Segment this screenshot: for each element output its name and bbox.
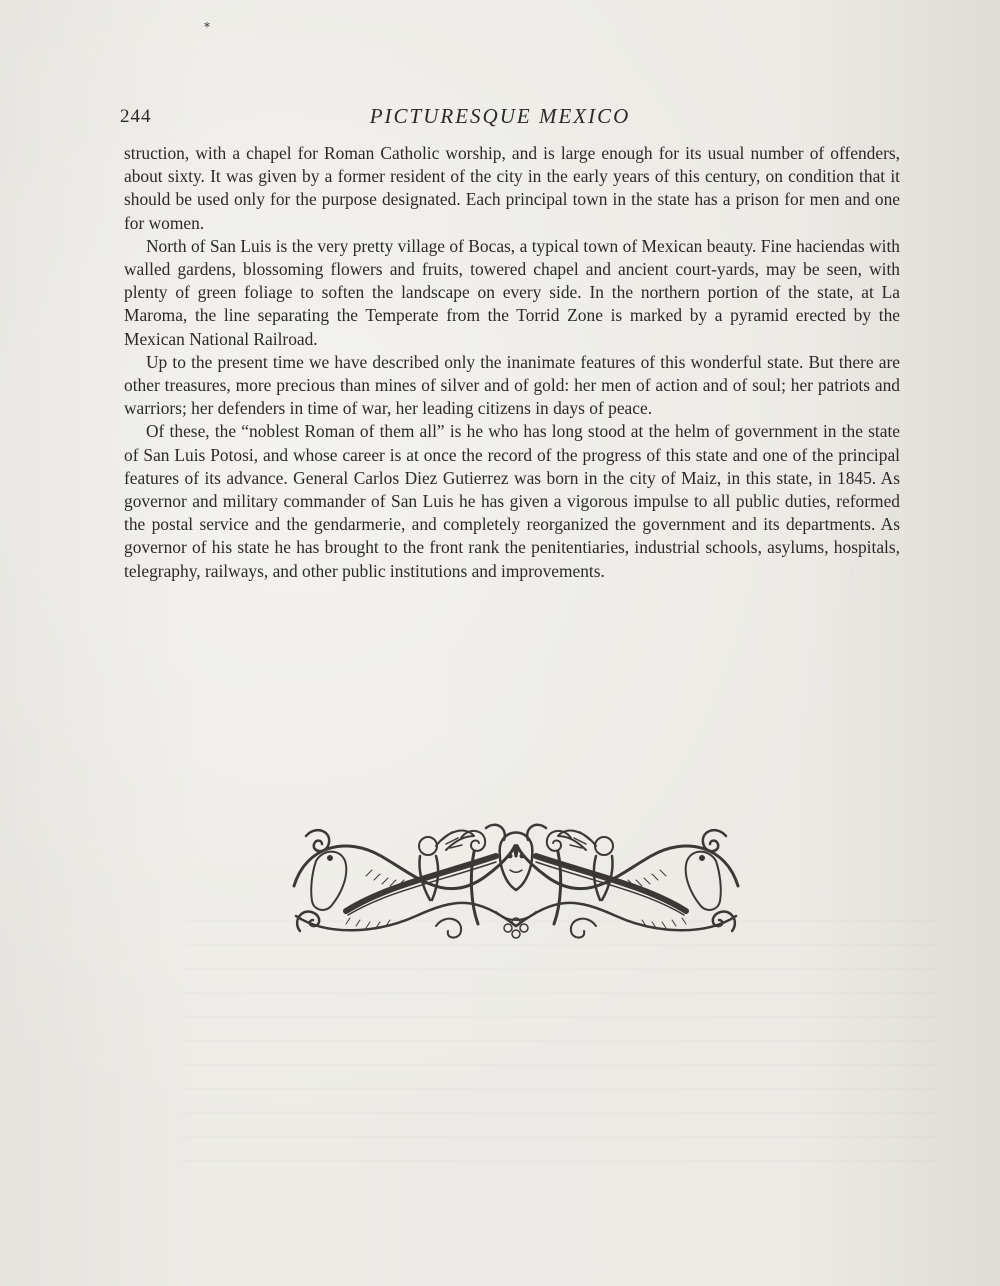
bleed-through-texture <box>180 920 940 1180</box>
engraved-cherub-scrollwork-ornament-icon <box>286 816 746 946</box>
paragraph-2: North of San Luis is the very pretty village of Bocas, a typical town of Mexican beauty. Fine haciendas with walled gardens, blossoming flowers and fruits, towered chapel and ancient court-yards, may be seen, with plenty of green foliage to soften the landscape on every side. In the northern portion of the state, at La Maroma, the line separating the Temperate from the Torrid Zone is marked by a pyramid erected by the Mexican National Railroad. <box>124 235 900 349</box>
page-number: 244 <box>120 106 152 127</box>
paragraph-3: Up to the present time we have described only the inanimate features of this wonderful state. But there are other treasures, more precious than mines of silver and of gold: her men of action and of soul; her patriots and warriors; her defenders in time of war, her leading citizens in days of peace. <box>124 351 900 419</box>
running-head-title: PICTURESQUE MEXICO <box>369 104 631 128</box>
body-text <box>124 142 900 583</box>
paragraph-4: Of these, the “noblest Roman of them all” is he who has long stood at the helm of government in the state of San Luis Potosi, and whose career is at once the record of the progress of this state and one of the principal features of its advance. General Carlos Diez Gutierrez was born in the city of Maiz, in this state, in 1845. As governor and military commander of San Luis he has given a vigorous impulse to all public duties, reformed the postal service and the gendarmerie, and completely reorganized the government and its departments. As governor of his state he has brought to the front rank the penitentiaries, industrial schools, asylums, hospitals, telegraphy, railways, and other public institutions and improvements. <box>124 421 900 581</box>
ink-speck: ⁎ <box>204 16 210 30</box>
paragraph-1: struction, with a chapel for Roman Catholic worship, and is large enough for its usual number of offenders, about sixty. It was given by a former resident of the city in the early years of this century, on condition that it should be used only for the purpose designated. Each principal town in the state has a prison for men and one for women. <box>124 143 900 233</box>
